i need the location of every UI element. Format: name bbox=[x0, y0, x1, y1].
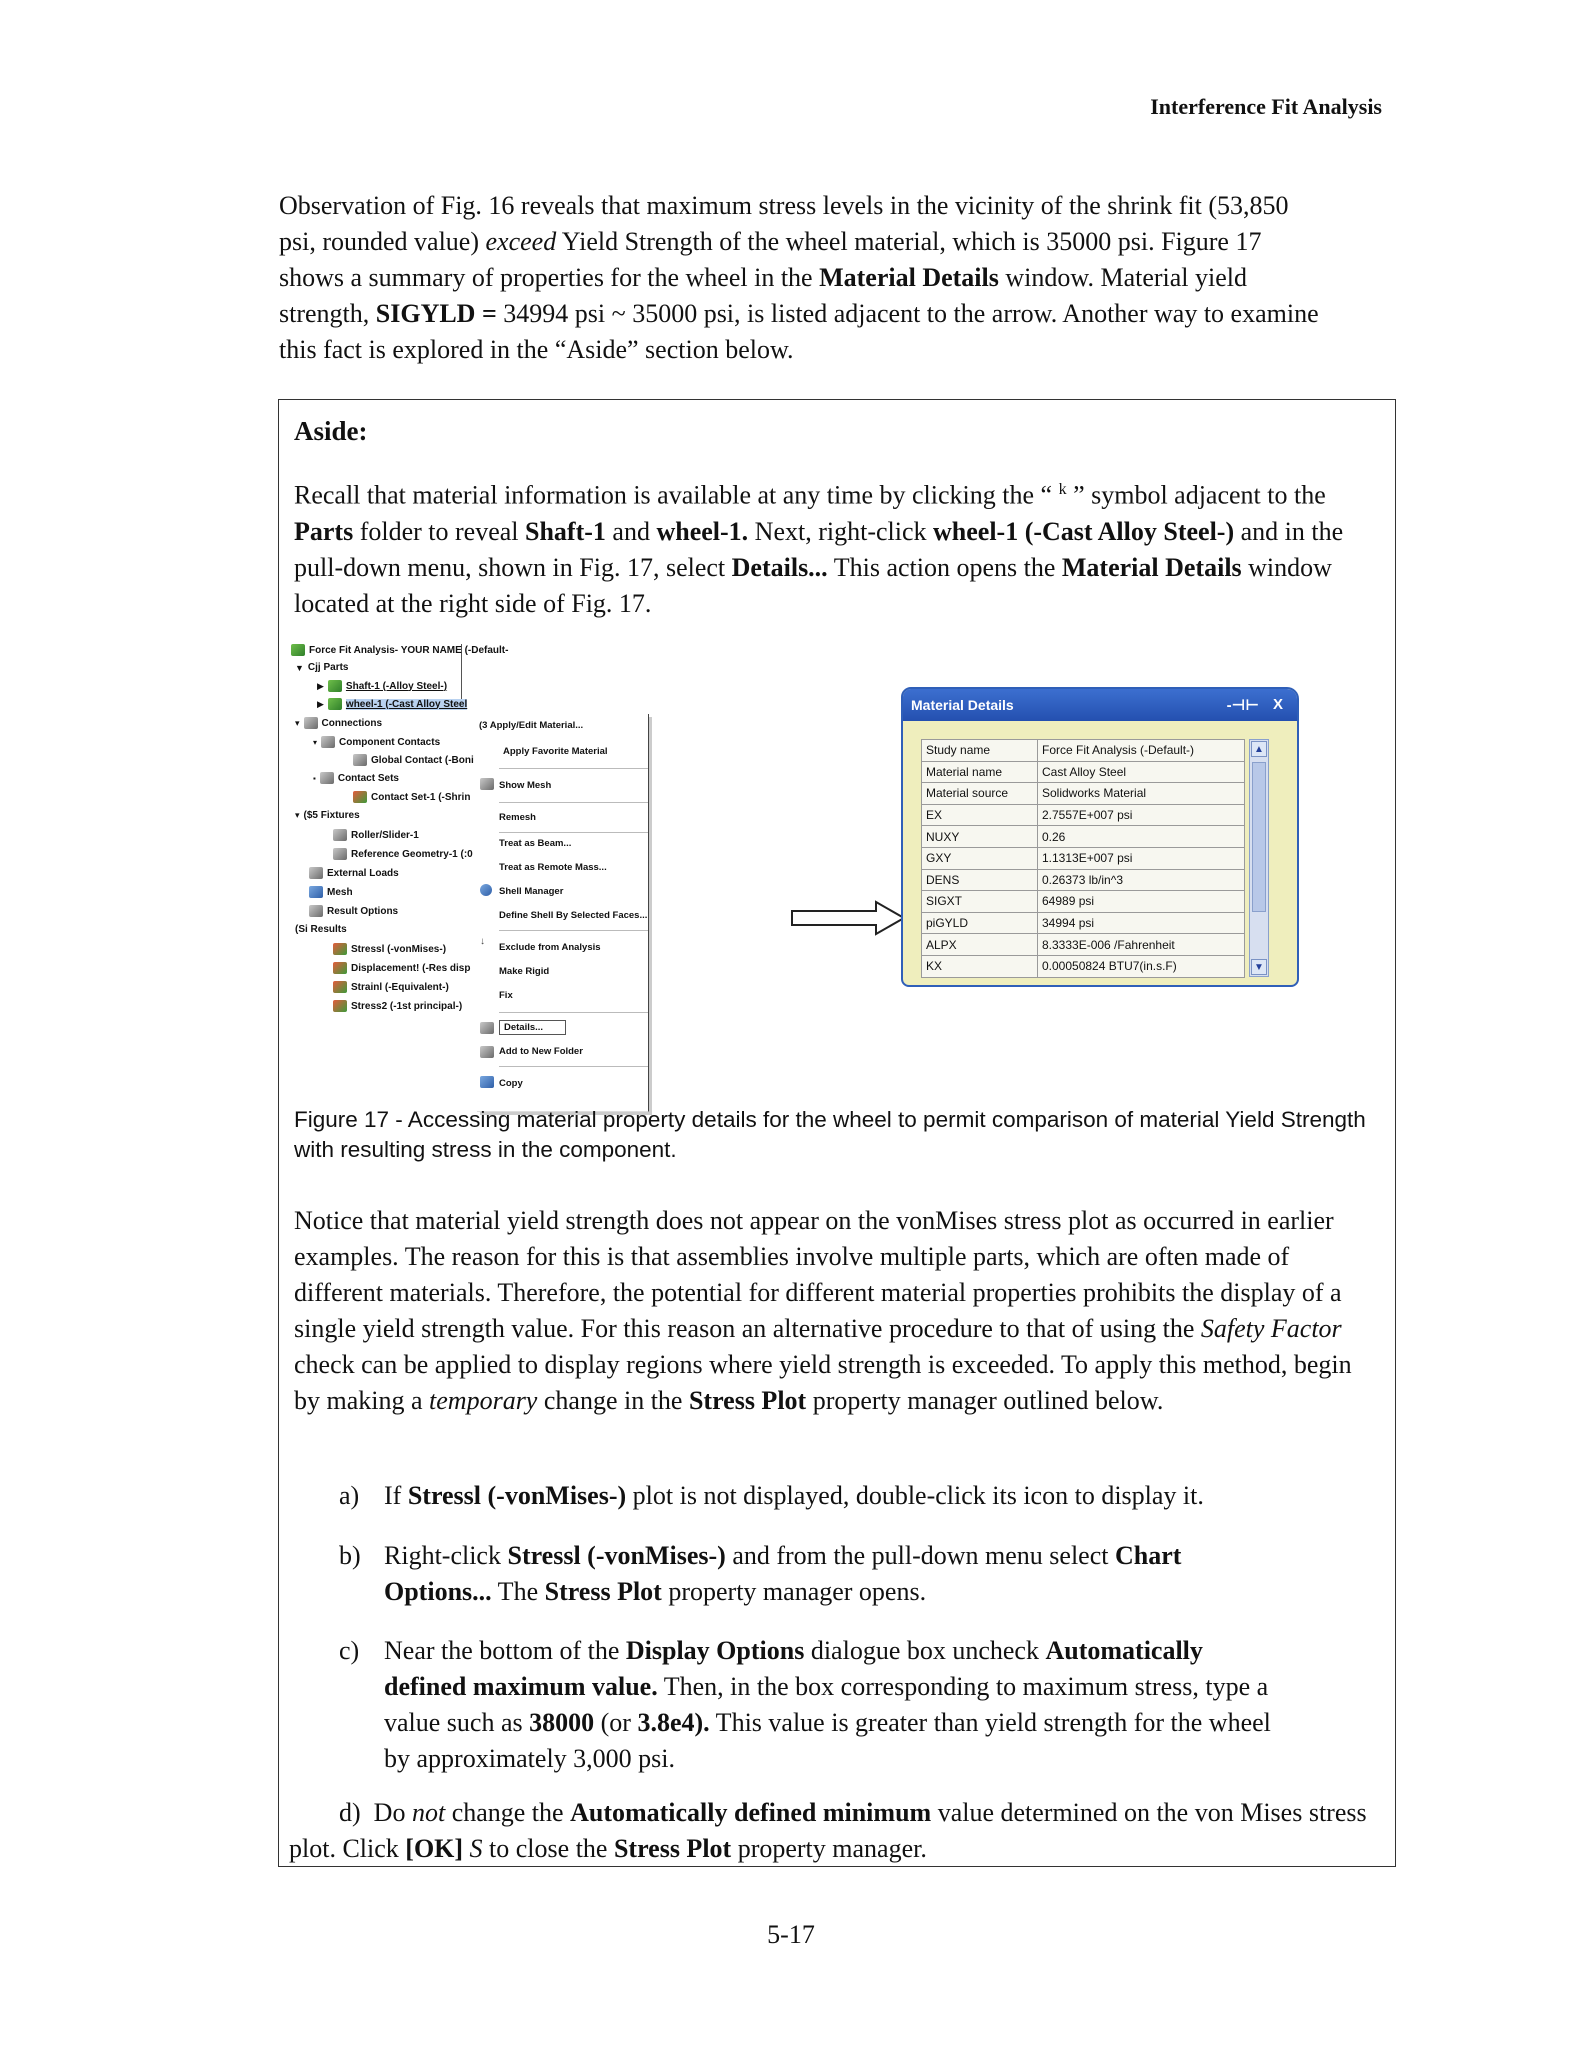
table-row[interactable] bbox=[922, 740, 1245, 762]
property-value-cell: 34994 psi bbox=[1038, 912, 1245, 934]
contact-icon bbox=[353, 754, 367, 766]
tree-component-contacts[interactable]: ▾ Component Contacts bbox=[313, 736, 441, 748]
show-mesh-icon bbox=[480, 778, 494, 790]
tree-stress2[interactable]: Stress2 (-1st principal-) bbox=[333, 1000, 462, 1012]
tree-reference-geometry[interactable]: Reference Geometry-1 (:0 bbox=[333, 848, 473, 860]
menu-separator bbox=[499, 802, 648, 803]
pointer-arrow bbox=[788, 898, 908, 938]
plot-icon bbox=[333, 943, 347, 955]
details-icon bbox=[480, 1022, 494, 1034]
pin-icon[interactable]: -⊣⊢ bbox=[1226, 697, 1259, 714]
menu-item-details[interactable]: Details... bbox=[499, 1020, 566, 1035]
table-row[interactable] bbox=[922, 847, 1245, 869]
property-value-cell: 64989 psi bbox=[1038, 891, 1245, 913]
mesh-icon bbox=[309, 886, 323, 898]
property-name-cell: Study name bbox=[922, 740, 1038, 762]
plot-icon bbox=[333, 981, 347, 993]
tree-result-options[interactable]: Result Options bbox=[309, 905, 398, 917]
tree-item-wheel[interactable]: ▶ wheel-1 (-Cast Alloy Steel bbox=[317, 698, 468, 710]
aside-paragraph-2: Notice that material yield strength does not appear on the vonMises stress plot as occurred in earlier examples. The reason for this is that assemblies involve multiple parts, which are often made of different materials. Therefore, the potential for different material properties prohibits the display of a single yield strength value. For this reason an alternative procedure to that of using the Safety Factor check can be applied to display regions where yield strength is exceeded. To apply this method, begin by making a temporary change in the Stress Plot property manager outlined below. bbox=[294, 1206, 1352, 1415]
window-title: Material Details bbox=[911, 697, 1014, 713]
menu-item-treat-as-beam[interactable]: Treat as Beam... bbox=[499, 838, 572, 849]
property-value-cell: 0.26 bbox=[1038, 826, 1245, 848]
expand-arrow-icon: ▼ bbox=[295, 662, 304, 673]
menu-item-treat-as-remote-mass[interactable]: Treat as Remote Mass... bbox=[499, 862, 607, 873]
property-name-cell: EX bbox=[922, 804, 1038, 826]
menu-separator bbox=[499, 930, 648, 931]
exclude-icon: ↓ bbox=[480, 936, 485, 947]
tree-contact-sets[interactable]: ▪ Contact Sets bbox=[313, 772, 399, 784]
tree-fixtures[interactable]: ▾ ($5 Fixtures bbox=[295, 810, 360, 821]
shrink-fit-icon bbox=[353, 791, 367, 803]
tree-strain1[interactable]: Strainl (-Equivalent-) bbox=[333, 981, 449, 993]
tree-item-shaft[interactable]: ▶ Shaft-1 (-Alloy Steel-) bbox=[317, 680, 448, 692]
property-value-cell: 1.1313E+007 psi bbox=[1038, 847, 1245, 869]
property-value-cell: Cast Alloy Steel bbox=[1038, 761, 1245, 783]
menu-item-make-rigid[interactable]: Make Rigid bbox=[499, 966, 550, 977]
tree-root[interactable]: Force Fit Analysis- YOUR NAME (-Default- bbox=[291, 644, 508, 656]
running-header: Interference Fit Analysis bbox=[1150, 94, 1382, 119]
table-row[interactable] bbox=[922, 955, 1245, 977]
result-options-icon bbox=[309, 905, 323, 917]
shell-manager-icon bbox=[480, 884, 492, 896]
tree-displacement1[interactable]: Displacement! (-Res disp bbox=[333, 962, 470, 974]
tree-roller-slider[interactable]: Roller/Slider-1 bbox=[333, 829, 419, 841]
property-value-cell: Force Fit Analysis (-Default-) bbox=[1038, 740, 1245, 762]
property-name-cell: NUXY bbox=[922, 826, 1038, 848]
expand-arrow-icon: ▪ bbox=[313, 773, 316, 783]
tree-connections[interactable]: ▾ Connections bbox=[295, 717, 383, 729]
property-name-cell: ALPX bbox=[922, 934, 1038, 956]
property-value-cell: 8.3333E-006 /Fahrenheit bbox=[1038, 934, 1245, 956]
collapse-arrow-icon: ▶ bbox=[317, 698, 324, 709]
material-properties-table bbox=[921, 739, 1245, 978]
menu-item-remesh[interactable]: Remesh bbox=[499, 812, 536, 823]
table-row[interactable] bbox=[922, 869, 1245, 891]
table-row[interactable] bbox=[922, 761, 1245, 783]
material-details-window bbox=[901, 687, 1299, 987]
aside-paragraph-1: Recall that material information is available at any time by clicking the “ $^k$ ” symbol adjacent to the Parts folder to reveal Shaft-1 and wheel-1. Next, right-click wheel-1 (-Cast Alloy Steel-) and in the pull-down menu, shown in Fig. 17, select Details... This action opens the Material Details window located at the right side of Fig. 17. bbox=[294, 480, 1344, 618]
menu-separator bbox=[499, 1012, 648, 1013]
menu-item-fix[interactable]: Fix bbox=[499, 990, 513, 1001]
context-menu bbox=[477, 714, 649, 1112]
property-name-cell: Material name bbox=[922, 761, 1038, 783]
property-value-cell: Solidworks Material bbox=[1038, 783, 1245, 805]
plot-icon bbox=[333, 962, 347, 974]
property-value-cell: 0.00050824 BTU7(in.s.F) bbox=[1038, 955, 1245, 977]
property-name-cell: Material source bbox=[922, 783, 1038, 805]
expand-arrow-icon: ▾ bbox=[295, 717, 300, 728]
menu-separator bbox=[499, 832, 648, 833]
tree-contact-set-1[interactable]: Contact Set-1 (-Shrin bbox=[353, 791, 470, 803]
property-value-cell: 2.7557E+007 psi bbox=[1038, 804, 1245, 826]
page-number: 5-17 bbox=[767, 1920, 815, 1949]
menu-item-apply-favorite-material[interactable]: Apply Favorite Material bbox=[503, 746, 608, 757]
contacts-icon bbox=[321, 736, 335, 748]
property-name-cell: DENS bbox=[922, 869, 1038, 891]
figure-caption: Figure 17 - Accessing material property details for the wheel to permit comparison of material Yield Strength with resulting stress in the component. bbox=[294, 1107, 1366, 1162]
tree-parts-folder[interactable]: ▼ Cjj Parts bbox=[295, 662, 349, 673]
table-row[interactable] bbox=[922, 912, 1245, 934]
copy-icon bbox=[480, 1076, 494, 1088]
menu-item-show-mesh[interactable]: Show Mesh bbox=[499, 780, 552, 791]
menu-item-exclude-from-analysis[interactable]: Exclude from Analysis bbox=[499, 942, 601, 953]
property-name-cell: KX bbox=[922, 955, 1038, 977]
tree-stress1[interactable]: Stressl (-vonMises-) bbox=[333, 943, 446, 955]
property-name-cell: GXY bbox=[922, 847, 1038, 869]
menu-item-add-to-new-folder[interactable]: Add to New Folder bbox=[499, 1046, 583, 1057]
step-d: d) Do not change the Automatically defined minimum value determined on the von Mises stress plot. Click [OK] S to close the Stress Plot property manager. bbox=[289, 1798, 1367, 1863]
tree-mesh[interactable]: Mesh bbox=[309, 886, 353, 898]
expand-arrow-icon: ▾ bbox=[295, 810, 300, 820]
plot-icon bbox=[333, 1000, 347, 1012]
collapse-arrow-icon: ▶ bbox=[317, 680, 324, 691]
material-details-titlebar bbox=[903, 689, 1297, 721]
table-row[interactable] bbox=[922, 934, 1245, 956]
reference-geometry-icon bbox=[333, 848, 347, 860]
tree-external-loads[interactable]: External Loads bbox=[309, 867, 399, 879]
table-row[interactable] bbox=[922, 783, 1245, 805]
property-name-cell: piGYLD bbox=[922, 912, 1038, 934]
feature-tree bbox=[291, 644, 671, 1114]
aside-box: Aside: Recall that material information is available at any time by clicking the “ $^k$ ” symbol adjacent to the Parts folder to reveal Shaft-1 and wheel-1. Next, right-click wheel-1 (-Cast Alloy Steel-) and in the pull-down menu, shown in Fig. 17, select Details... This action opens the Material Details window located at the right side of Fig. 17. Force Fit Analysis- YOUR NAME (-Default- ▼ Cjj Parts ▶ Shaft-1 (-Alloy Steel-) ▶ wheel-1 (-Cast Alloy Steel ▾ Connections ▾ Component Contacts Global Contact (-Boni ▪ Contact Sets Contact Set-1 (-Shrin ▾ ($5 Fixtures Roller/Slider-1 Reference Geometry-1 (:0 External Loads Mesh Result Options (Si Results Stressl (-vonMises-) Displacement! (-Res disp Strainl (-Equivalent-) Stress2 (-1st principal-) (3 Apply/Edit Material... Apply Favorite Material Show Mesh Remesh Treat as Beam... Treat as Remote Mass... Shell Manager Define Shell By Selected Faces... ↓ Exclude from Analysis Make Rigid Fix Details... Add to New Folder Copy Material Details -⊣⊢ X Study name Force Fit Analysis (-Default-) Material name Cast Alloy Steel Material source Solidworks Material EX 2.7557E+007 psi NUXY 0.26 GXY 1.1313E+007 psi DENS 0.26373 lb/in^3 SIGXT 64989 psi piGYLD 34994 psi ALPX 8.3333E-006 /Fahrenheit KX 0.00050824 BTU7(in.s.F) ▲ ▼ Figure 17 - Accessing material property details for the wheel to permit comparison of material Yield Strength with resulting stress in the component. Notice that material yield strength does not appear on the vonMises stress plot as occurred in earlier examples. The reason for this is that assemblies involve multiple parts, which are often made of different materials. Therefore, the potential for different material properties prohibits the display of a single yield strength value. For this reason an alternative procedure to that of using the Safety Factor check can be applied to display regions where yield strength is exceeded. To apply this method, begin by making a temporary change in the Stress Plot property manager outlined below. a) If Stressl (-vonMises-) plot is not displayed, double-click its icon to display it. b) Right-click Stressl (-vonMises-) and from the pull-down menu select Chart Options... The Stress Plot property manager opens. c) Near the bottom of the Display Options dialogue box uncheck Automatically defined maximum value. Then, in the box corresponding to maximum stress, type a value such as 38000 (or 3.8e4). This value is greater than yield strength for the wheel by approximately 3,000 psi. d) Do not change the Automatically defined minimum value determined on the von Mises stress plot. Click [OK] S to close the Stress Plot property manager. bbox=[278, 399, 1396, 1867]
menu-item-shell-manager[interactable]: Shell Manager bbox=[499, 886, 564, 897]
folder-icon bbox=[480, 1046, 494, 1058]
part-icon bbox=[328, 680, 342, 692]
menu-item-apply-edit-material[interactable]: (3 Apply/Edit Material... bbox=[479, 720, 584, 731]
loads-icon bbox=[309, 867, 323, 879]
aside-title: Aside: bbox=[294, 416, 368, 446]
table-row[interactable] bbox=[922, 891, 1245, 913]
property-name-cell: SIGXT bbox=[922, 891, 1038, 913]
roller-icon bbox=[333, 829, 347, 841]
study-icon bbox=[291, 644, 305, 656]
scroll-down-icon[interactable]: ▼ bbox=[1251, 959, 1267, 975]
part-icon bbox=[328, 698, 342, 710]
scroll-thumb[interactable] bbox=[1252, 762, 1266, 912]
connections-icon bbox=[304, 717, 318, 729]
table-row[interactable] bbox=[922, 804, 1245, 826]
menu-item-copy[interactable]: Copy bbox=[499, 1078, 523, 1089]
table-row[interactable] bbox=[922, 826, 1245, 848]
intro-paragraph: Observation of Fig. 16 reveals that maximum stress levels in the vicinity of the shrink fit (53,850 psi, rounded value) exceed Yield Strength of the wheel material, which is 35000 psi. Figure 17 shows a summary of properties for the wheel in the Material Details window. Material yield strength, SIGYLD = 34994 psi ~ 35000 psi, is listed adjacent to the arrow. Another way to examine this fact is explored in the “Aside” section below. bbox=[279, 191, 1319, 364]
scrollbar[interactable] bbox=[1249, 739, 1269, 977]
expand-arrow-icon: ▾ bbox=[313, 737, 318, 747]
property-value-cell: 0.26373 lb/in^3 bbox=[1038, 869, 1245, 891]
menu-separator bbox=[499, 1066, 648, 1067]
menu-item-define-shell[interactable]: Define Shell By Selected Faces... bbox=[499, 910, 648, 921]
contact-sets-icon bbox=[320, 772, 334, 784]
close-button[interactable]: X bbox=[1272, 696, 1283, 713]
tree-results[interactable]: (Si Results bbox=[295, 924, 347, 935]
menu-separator bbox=[499, 768, 648, 769]
tree-global-contact[interactable]: Global Contact (-Boni bbox=[353, 754, 474, 766]
scroll-up-icon[interactable]: ▲ bbox=[1251, 741, 1267, 757]
